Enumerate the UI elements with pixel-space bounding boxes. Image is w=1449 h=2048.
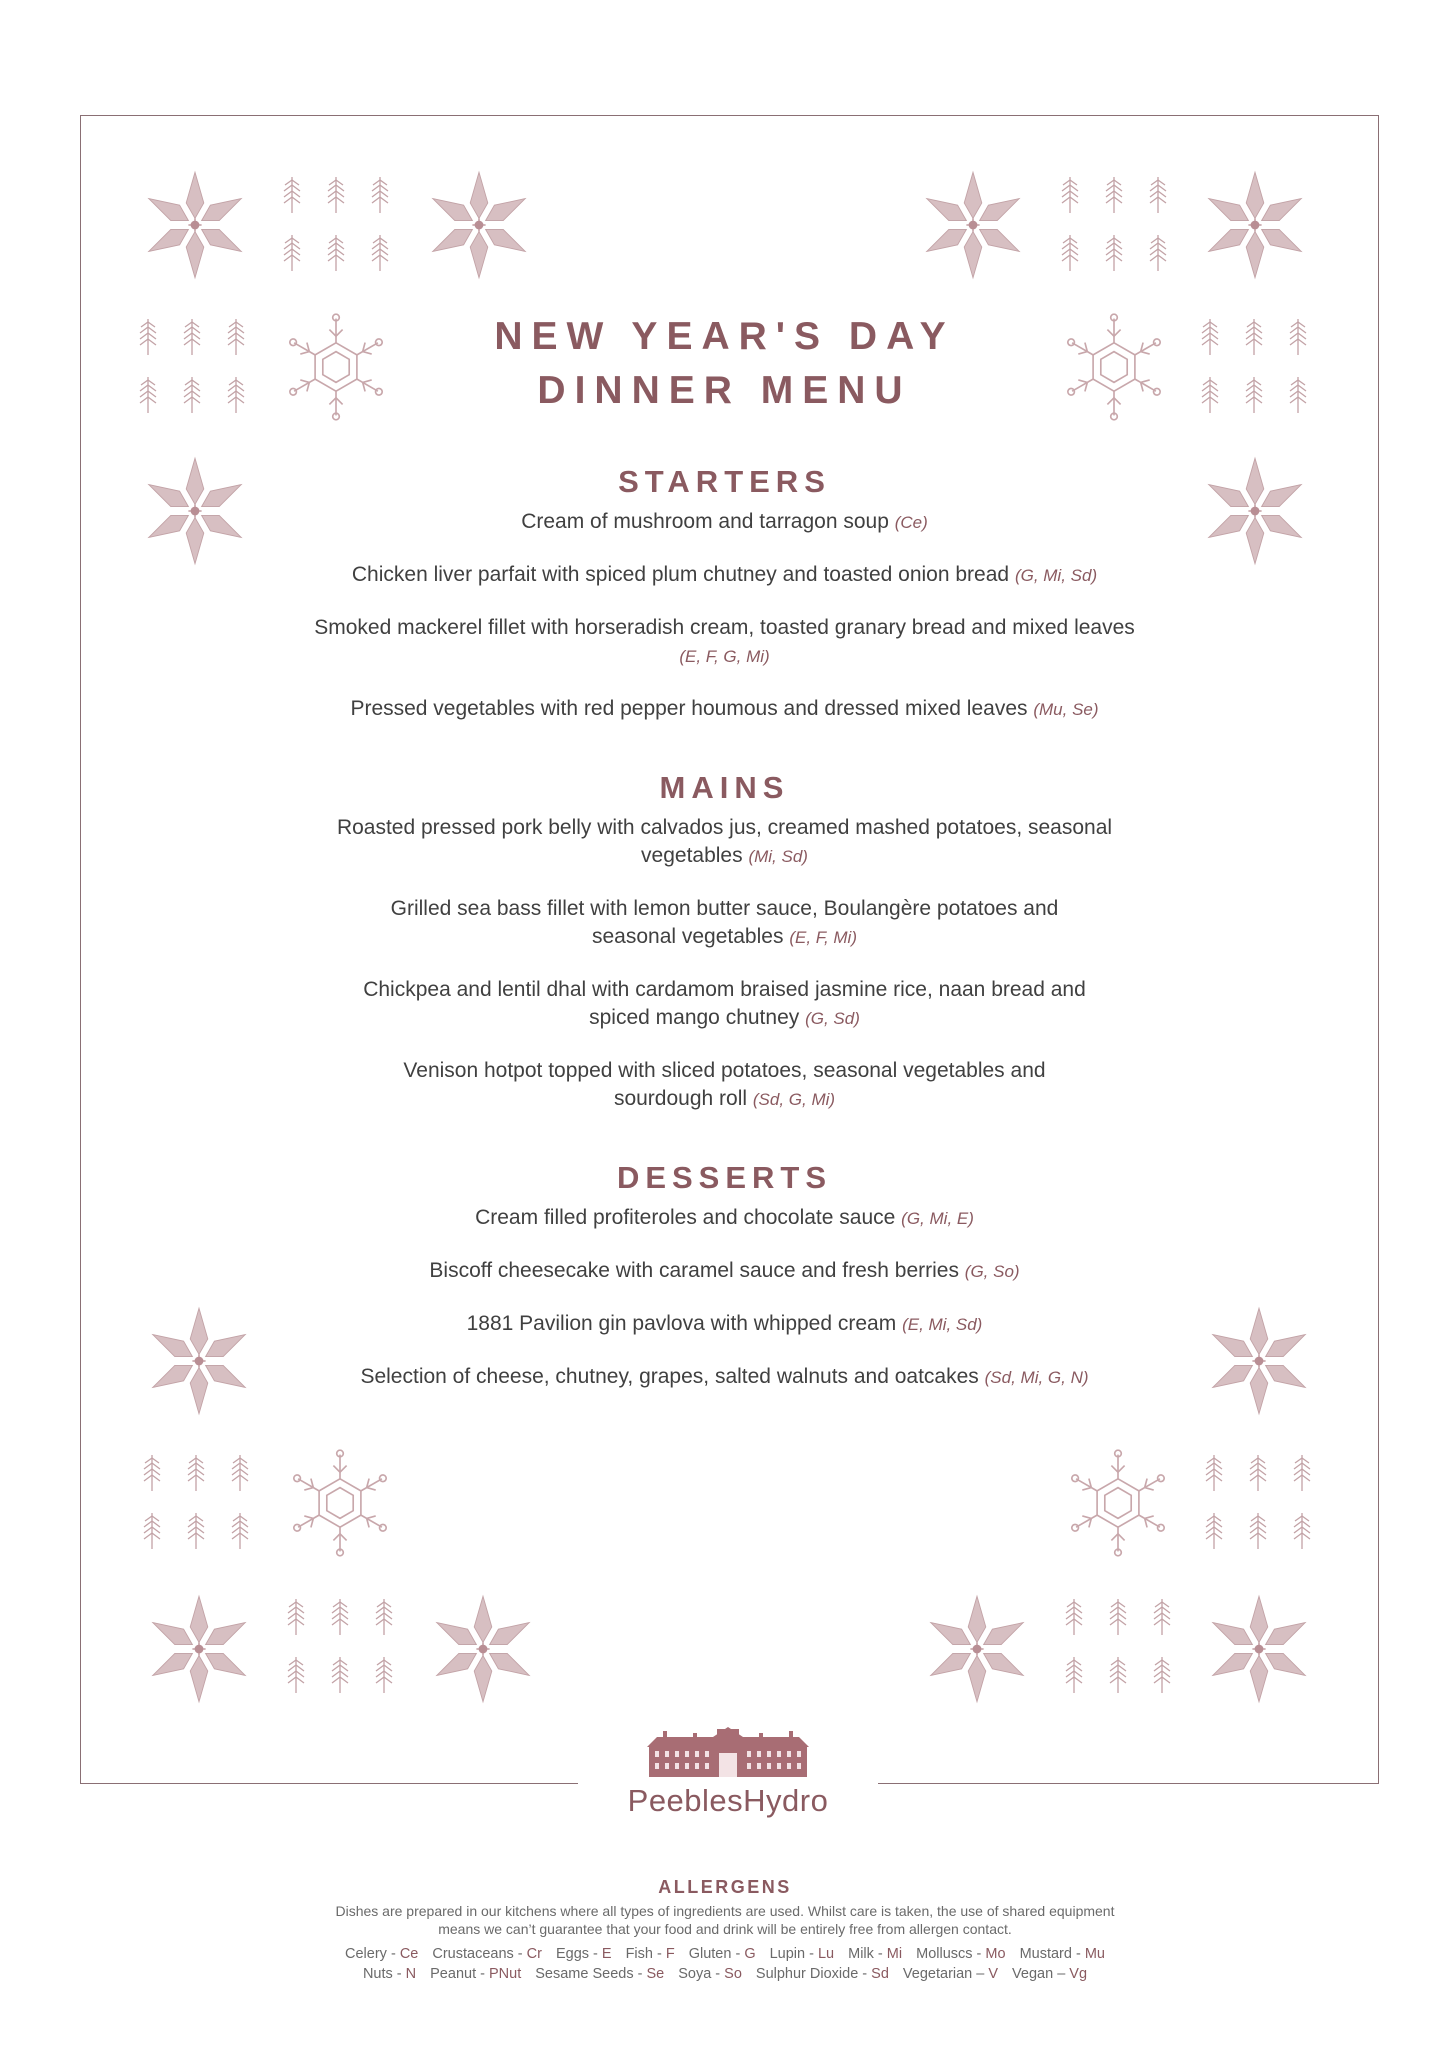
- allergen-name: Sesame Seeds -: [535, 1966, 647, 1982]
- menu-item: Smoked mackerel fillet with horseradish cream, toasted granary bread and mixed leaves (E, F, G, Mi): [314, 616, 1135, 666]
- star-flower-icon: [1204, 1298, 1314, 1424]
- allergen-codes: (E, F, G, Mi): [679, 647, 770, 666]
- allergen-key-item: [432, 1946, 542, 1962]
- allergen-name: Molluscs -: [916, 1946, 986, 1962]
- star-flower-icon: [144, 1586, 254, 1712]
- allergen-code: F: [665, 1946, 675, 1962]
- allergen-name: Nuts -: [362, 1966, 406, 1982]
- menu-item: 1881 Pavilion gin pavlova with whipped cream (E, Mi, Sd): [466, 1312, 983, 1335]
- star-flower-icon: [144, 1298, 254, 1424]
- allergen-code: Se: [646, 1966, 665, 1982]
- allergen-key-item: [556, 1946, 612, 1962]
- allergen-code: Vg: [1069, 1966, 1088, 1982]
- pine-trees-icon: [132, 312, 252, 422]
- allergen-key-item: [430, 1966, 521, 1982]
- allergen-name: Milk -: [848, 1946, 887, 1962]
- allergen-key-item: [363, 1966, 416, 1982]
- allergen-key-item: [916, 1946, 1005, 1962]
- allergen-key-item: [903, 1966, 998, 1982]
- allergen-codes: (E, F, Mi): [789, 928, 857, 947]
- star-flower-icon: [140, 162, 250, 288]
- allergen-name: Lupin -: [769, 1946, 818, 1962]
- allergens-title: ALLERGENS: [658, 1877, 792, 1897]
- menu-item: Chicken liver parfait with spiced plum chutney and toasted onion bread (G, Mi, Sd): [351, 563, 1098, 586]
- star-flower-icon: [1204, 1586, 1314, 1712]
- allergen-name: Peanut -: [430, 1966, 489, 1982]
- allergen-codes: (E, Mi, Sd): [902, 1315, 983, 1334]
- pine-trees-icon: [276, 170, 396, 280]
- pine-trees-icon: [1194, 312, 1314, 422]
- allergen-code: So: [724, 1966, 742, 1982]
- allergen-key-item: [756, 1966, 889, 1982]
- starters-list: [270, 508, 1179, 724]
- allergen-name: Mustard -: [1019, 1946, 1085, 1962]
- allergens-note: Dishes are prepared in our kitchens where all types of ingredients are used. Whilst care is taken, the use of shared equipment means we can’t guarantee that your food and drink will be entirely free from allergen contact.: [335, 1903, 1115, 1937]
- section-heading-starters: STARTERS: [618, 464, 831, 499]
- allergen-codes: (Sd, G, Mi): [752, 1090, 836, 1109]
- allergen-name: Soya -: [678, 1966, 725, 1982]
- menu-item: Cream filled profiteroles and chocolate sauce (G, Mi, E): [475, 1206, 974, 1229]
- section-heading-desserts: DESSERTS: [616, 1160, 833, 1195]
- allergen-key-item: [1020, 1946, 1105, 1962]
- menu-item: Roasted pressed pork belly with calvados jus, creamed mashed potatoes, seasonal vegetables (Mi, Sd): [336, 816, 1113, 867]
- menu-item: Biscoff cheesecake with caramel sauce and fresh berries (G, So): [429, 1259, 1020, 1282]
- menu-item: Selection of cheese, chutney, grapes, salted walnuts and oatcakes (Sd, Mi, G, N): [360, 1365, 1089, 1388]
- desserts-list: [270, 1204, 1179, 1392]
- allergen-code: N: [405, 1966, 417, 1982]
- allergen-code: Mu: [1084, 1946, 1105, 1962]
- menu-content: [270, 310, 1179, 1416]
- allergen-key-item: [1012, 1966, 1087, 1982]
- snowflake-icon: [1058, 1448, 1178, 1558]
- allergen-codes: (G, So): [964, 1262, 1020, 1281]
- allergen-name: Fish -: [625, 1946, 666, 1962]
- pine-trees-icon: [136, 1448, 256, 1558]
- allergens-footer: [240, 1877, 1210, 1984]
- pine-trees-icon: [1058, 1592, 1178, 1702]
- allergen-key-row-1: [240, 1944, 1210, 1964]
- allergen-name: Crustaceans -: [432, 1946, 527, 1962]
- allergen-name: Sulphur Dioxide -: [755, 1966, 872, 1982]
- allergen-code: G: [744, 1946, 756, 1962]
- pine-trees-icon: [1054, 170, 1174, 280]
- allergen-key-row-2: [240, 1964, 1210, 1984]
- allergen-codes: (G, Sd): [805, 1009, 860, 1028]
- menu-item: Venison hotpot topped with sliced potatoes, seasonal vegetables and sourdough roll (Sd, G, Mi): [403, 1059, 1046, 1110]
- allergen-code: Sd: [871, 1966, 889, 1982]
- menu-item: Grilled sea bass fillet with lemon butter sauce, Boulangère potatoes and seasonal vegetables (E, F, Mi): [390, 897, 1059, 948]
- hotel-building-icon: [643, 1725, 813, 1779]
- allergen-key-item: [678, 1966, 742, 1982]
- allergen-key-item: [345, 1946, 418, 1962]
- mains-list: [270, 814, 1179, 1114]
- logo-wordmark: PeeblesHydro: [627, 1783, 829, 1818]
- allergen-key-item: [535, 1966, 664, 1982]
- allergen-name: Celery -: [345, 1946, 400, 1962]
- section-heading-mains: MAINS: [659, 770, 790, 805]
- allergen-name: Vegan –: [1012, 1966, 1070, 1982]
- star-flower-icon: [922, 1586, 1032, 1712]
- allergen-code: Mo: [985, 1946, 1006, 1962]
- allergen-code: E: [601, 1946, 612, 1962]
- title-line-2: DINNER MENU: [537, 369, 912, 412]
- title-line-1: NEW YEAR'S DAY: [494, 315, 955, 358]
- allergen-key-item: [626, 1946, 675, 1962]
- allergen-code: V: [988, 1966, 999, 1982]
- allergen-codes: (Sd, Mi, G, N): [984, 1368, 1089, 1387]
- frame-bottom-line-left: [80, 1783, 578, 1784]
- allergen-codes: (G, Mi, Sd): [1014, 566, 1098, 585]
- menu-title: [270, 310, 1179, 418]
- star-flower-icon: [140, 448, 250, 574]
- menu-item: Pressed vegetables with red pepper houmous and dressed mixed leaves (Mu, Se): [350, 697, 1099, 720]
- star-flower-icon: [424, 162, 534, 288]
- frame-bottom-line-right: [878, 1783, 1378, 1784]
- pine-trees-icon: [1198, 1448, 1318, 1558]
- allergen-key-item: [689, 1946, 756, 1962]
- allergen-codes: (Mu, Se): [1033, 700, 1099, 719]
- allergen-code: Mi: [886, 1946, 903, 1962]
- allergen-name: Gluten -: [688, 1946, 745, 1962]
- allergen-name: Eggs -: [555, 1946, 602, 1962]
- allergen-key-item: [848, 1946, 902, 1962]
- allergen-name: Vegetarian –: [902, 1966, 989, 1982]
- allergen-codes: (Ce): [894, 513, 928, 532]
- star-flower-icon: [1200, 162, 1310, 288]
- allergen-code: Ce: [399, 1946, 419, 1962]
- menu-item: Cream of mushroom and tarragon soup (Ce): [521, 510, 928, 533]
- menu-item: Chickpea and lentil dhal with cardamom braised jasmine rice, naan bread and spiced mango chutney (G, Sd): [363, 978, 1086, 1029]
- snowflake-icon: [280, 1448, 400, 1558]
- allergen-key-item: [770, 1946, 835, 1962]
- allergen-code: Lu: [817, 1946, 835, 1962]
- allergen-code: PNut: [488, 1966, 522, 1982]
- allergen-codes: (G, Mi, E): [901, 1209, 974, 1228]
- star-flower-icon: [428, 1586, 538, 1712]
- allergen-codes: (Mi, Sd): [748, 847, 808, 866]
- peebles-hydro-logo: [578, 1725, 878, 1819]
- pine-trees-icon: [280, 1592, 400, 1702]
- star-flower-icon: [1200, 448, 1310, 574]
- star-flower-icon: [918, 162, 1028, 288]
- allergen-code: Cr: [526, 1946, 542, 1962]
